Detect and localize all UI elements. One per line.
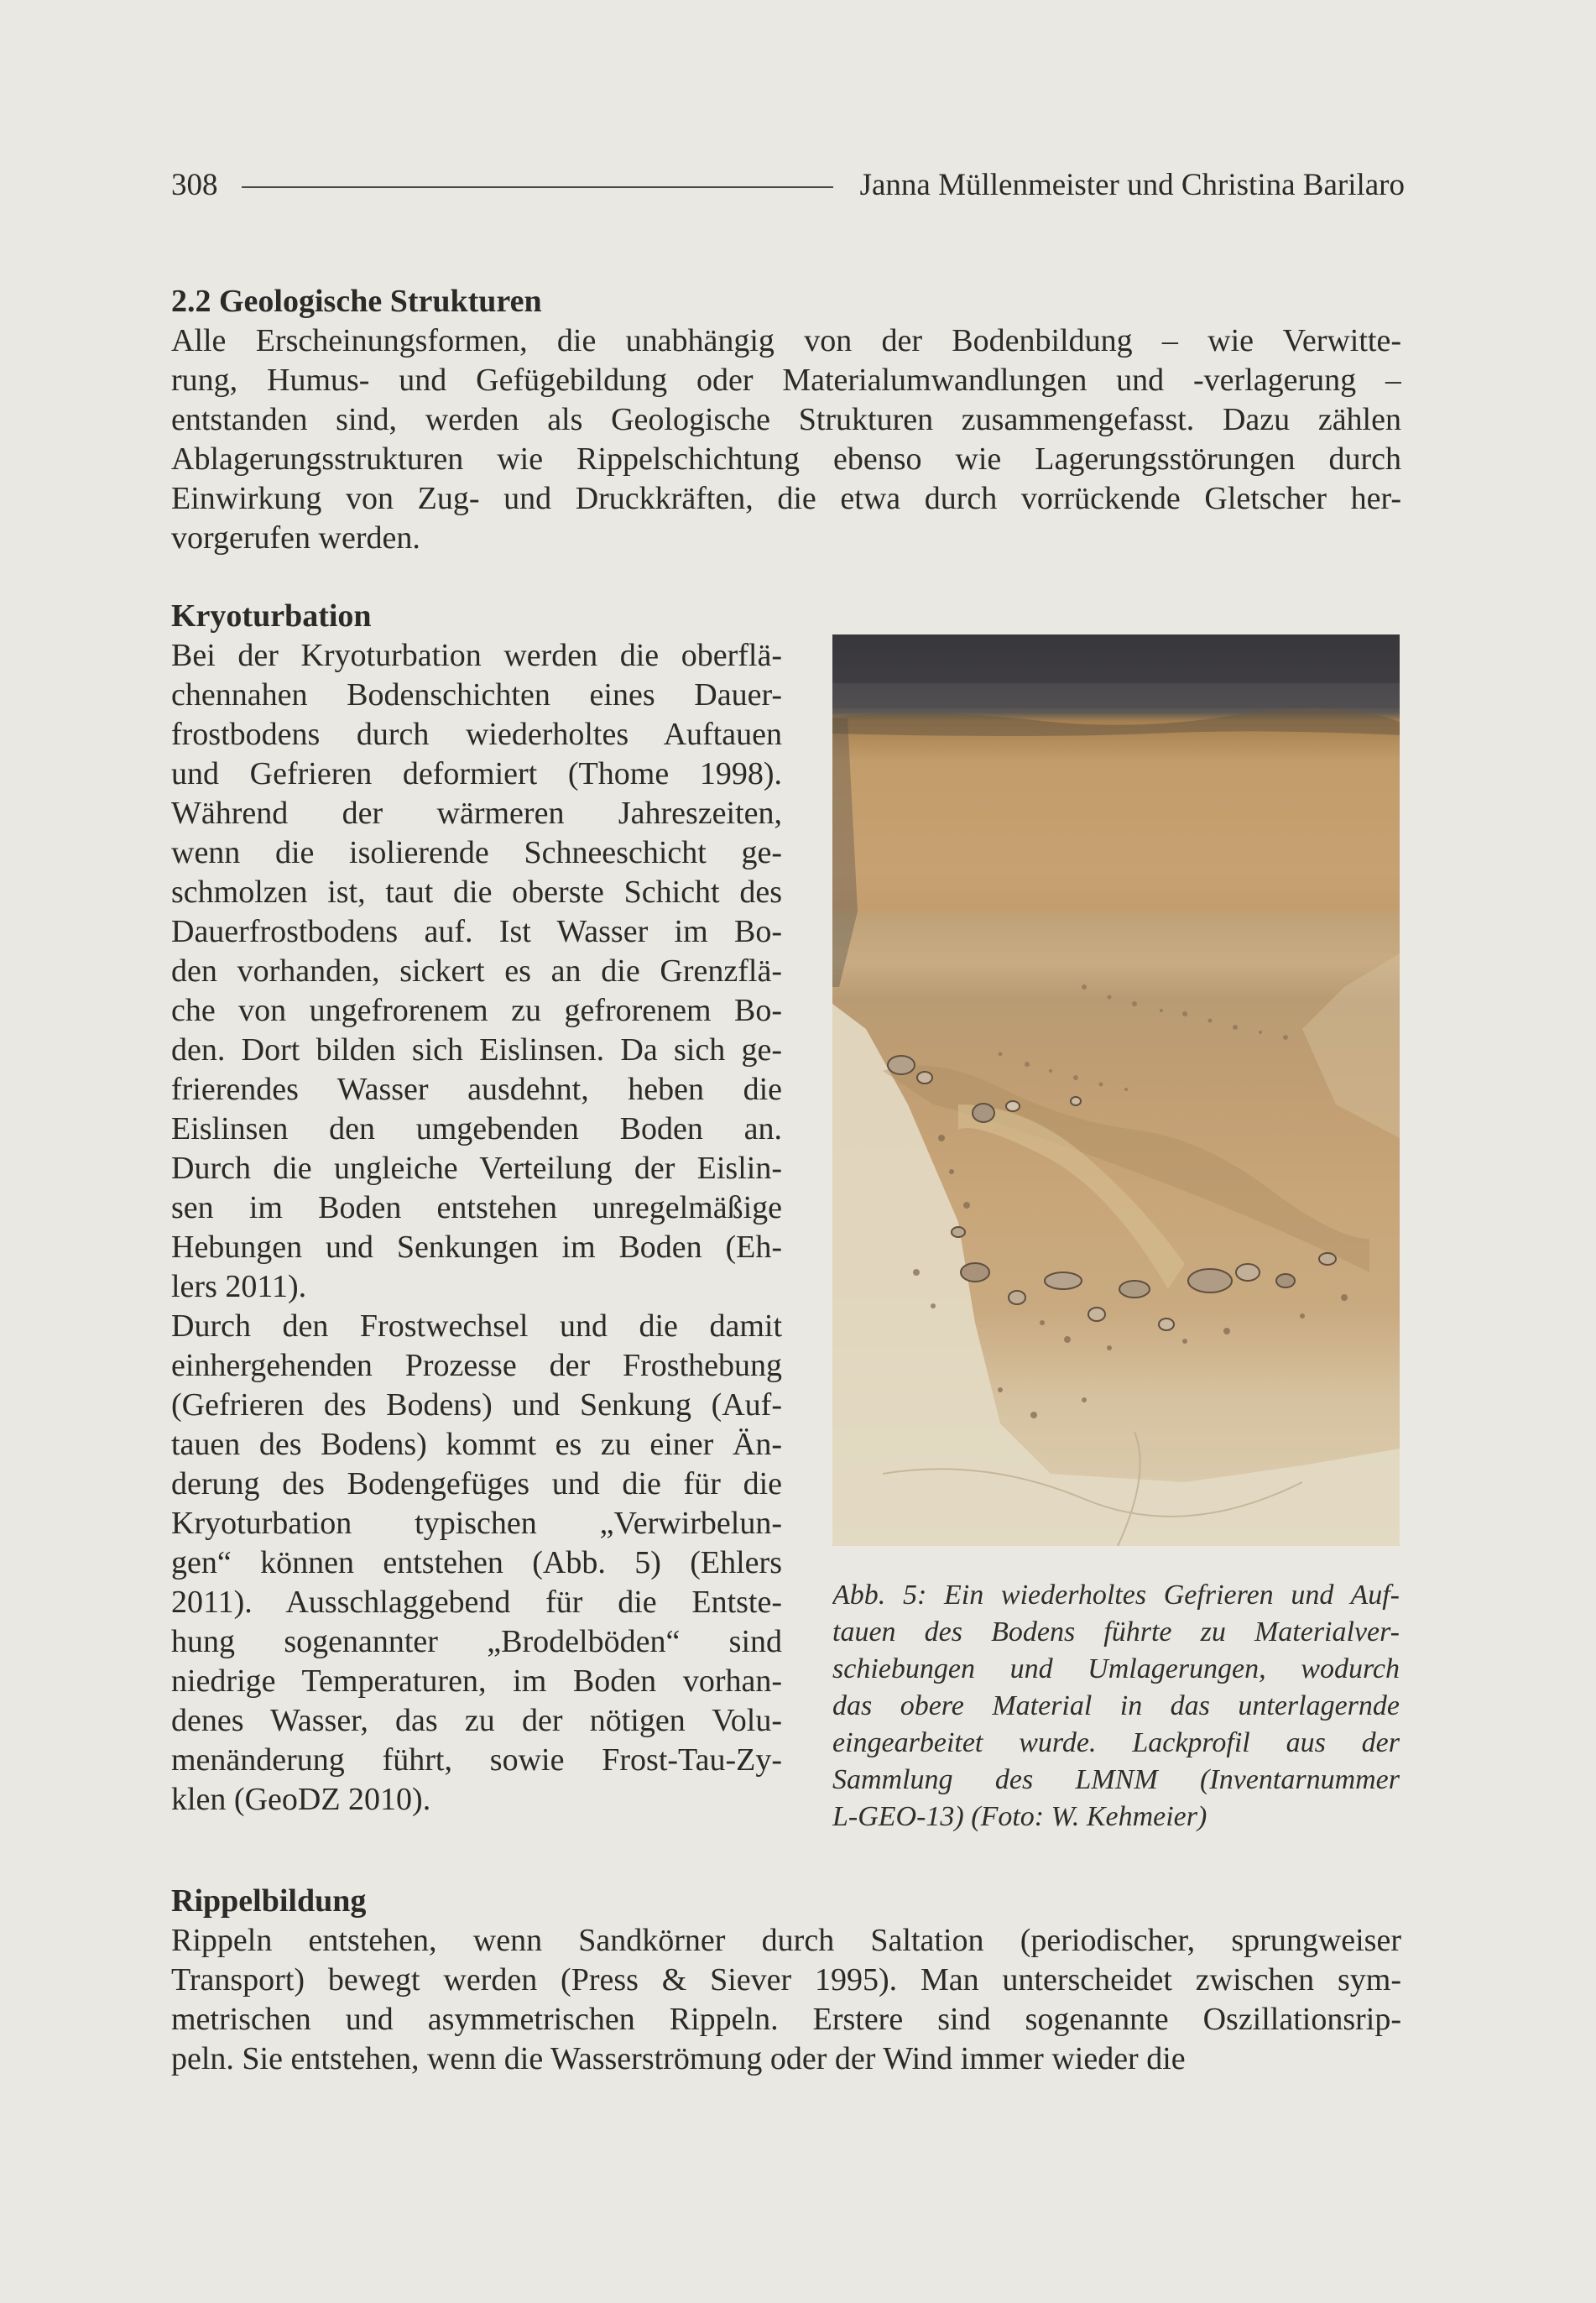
text-line: peln. Sie entstehen, wenn die Wasserströmung oder der Wind immer wieder die [171, 2041, 1186, 2076]
text-line: menänderung führt, sowie Frost-Tau-Zy- [171, 1742, 782, 1778]
text-line: schiebungen und Umlagerungen, wodurch [832, 1653, 1400, 1684]
text-line: klen (GeoDZ 2010). [171, 1782, 431, 1817]
text-line: che von ungefrorenem zu gefrorenem Bo- [171, 993, 782, 1028]
section-kryoturbation [171, 597, 782, 1820]
text-line: vorgerufen werden. [171, 520, 420, 556]
text-line: hung sogenannter „Brodelböden“ sind [171, 1624, 782, 1659]
page-number: 308 [171, 167, 218, 202]
text-line: tauen des Bodens führte zu Materialver- [832, 1616, 1400, 1648]
figure-caption [832, 1577, 1400, 1836]
running-head: Janna Müllenmeister und Christina Barilaro [859, 167, 1405, 202]
text-line: Durch den Frostwechsel und die damit [171, 1308, 782, 1344]
text-line: schmolzen ist, taut die oberste Schicht des [171, 875, 782, 910]
text-line: Eislinsen den umgebenden Boden an. [171, 1111, 782, 1146]
text-line: rung, Humus- und Gefügebildung oder Materialumwandlungen und -verlagerung – [171, 363, 1401, 398]
text-line: Sammlung des LMNM (Inventarnummer [832, 1764, 1400, 1795]
text-line: metrischen und asymmetrischen Rippeln. Erstere sind sogenannte Oszillationsrip- [171, 2002, 1401, 2037]
text-line: eingearbeitet wurde. Lackprofil aus der [832, 1727, 1400, 1758]
text-line: lers 2011). [171, 1269, 307, 1304]
text-line: Einwirkung von Zug- und Druckkräften, die etwa durch vorrückende Gletscher her- [171, 481, 1401, 516]
section-heading: Rippelbildung [171, 1883, 367, 1919]
text-line: gen“ können entstehen (Abb. 5) (Ehlers [171, 1545, 782, 1580]
section-heading: 2.2 Geologische Strukturen [171, 284, 542, 319]
text-line: frostbodens durch wiederholtes Auftauen [171, 717, 782, 752]
text-line: derung des Bodengefüges und die für die [171, 1466, 782, 1501]
text-line: Transport) bewegt werden (Press & Siever 1995). Man unterscheidet zwischen sym- [171, 1962, 1401, 1998]
text-line: Alle Erscheinungsformen, die unabhängig von der Bodenbildung – wie Verwitte- [171, 323, 1401, 358]
text-line: entstanden sind, werden als Geologische Strukturen zusammengefasst. Dazu zählen [171, 402, 1401, 437]
text-line: sen im Boden entstehen unregelmäßige [171, 1190, 782, 1225]
text-line: und Gefrieren deformiert (Thome 1998). [171, 756, 782, 791]
section-rippelbildung [171, 1882, 1401, 2079]
text-line: Ablagerungsstrukturen wie Rippelschichtung ebenso wie Lagerungsstörungen durch [171, 441, 1401, 477]
text-line: Durch die ungleiche Verteilung der Eislin- [171, 1151, 782, 1186]
text-line: denes Wasser, das zu der nötigen Volu- [171, 1703, 782, 1738]
section-body [171, 321, 1401, 558]
text-line: (Gefrieren des Bodens) und Senkung (Auf- [171, 1387, 782, 1423]
text-line: chennahen Bodenschichten eines Dauer- [171, 677, 782, 713]
text-line: Bei der Kryoturbation werden die oberflä- [171, 638, 782, 673]
text-line: Rippeln entstehen, wenn Sandkörner durch Saltation (periodischer, sprungweiser [171, 1923, 1401, 1958]
text-line: einhergehenden Prozesse der Frosthebung [171, 1348, 782, 1383]
section-geologische-strukturen [171, 282, 1401, 558]
soil-profile-drawing [832, 634, 1400, 1546]
page-header [171, 164, 1405, 205]
text-line: frierendes Wasser ausdehnt, heben die [171, 1072, 782, 1107]
text-line: Kryoturbation typischen „Verwirbelun- [171, 1506, 782, 1541]
text-line: wenn die isolierende Schneeschicht ge- [171, 835, 782, 870]
text-line: das obere Material in das unterlagernde [832, 1690, 1400, 1721]
section-heading: Kryoturbation [171, 598, 372, 634]
text-line: den. Dort bilden sich Eislinsen. Da sich ge- [171, 1032, 782, 1068]
text-line: niedrige Temperaturen, im Boden vorhan- [171, 1663, 782, 1699]
soil-profile-photo [832, 634, 1400, 1546]
text-line: Abb. 5: Ein wiederholtes Gefrieren und Auf- [832, 1580, 1400, 1611]
text-line: Dauerfrostbodens auf. Ist Wasser im Bo- [171, 914, 782, 949]
text-line: den vorhanden, sickert es an die Grenzflä- [171, 953, 782, 989]
text-line: 2011). Ausschlaggebend für die Entste- [171, 1585, 782, 1620]
text-line: tauen des Bodens) kommt es zu einer Än- [171, 1427, 782, 1462]
section-body [171, 1921, 1401, 2079]
header-rule [242, 186, 833, 188]
section-body [171, 636, 782, 1820]
text-line: Während der wärmeren Jahreszeiten, [171, 796, 782, 831]
text-line: L-GEO-13) (Foto: W. Kehmeier) [832, 1801, 1207, 1832]
text-line: Hebungen und Senkungen im Boden (Eh- [171, 1230, 782, 1265]
